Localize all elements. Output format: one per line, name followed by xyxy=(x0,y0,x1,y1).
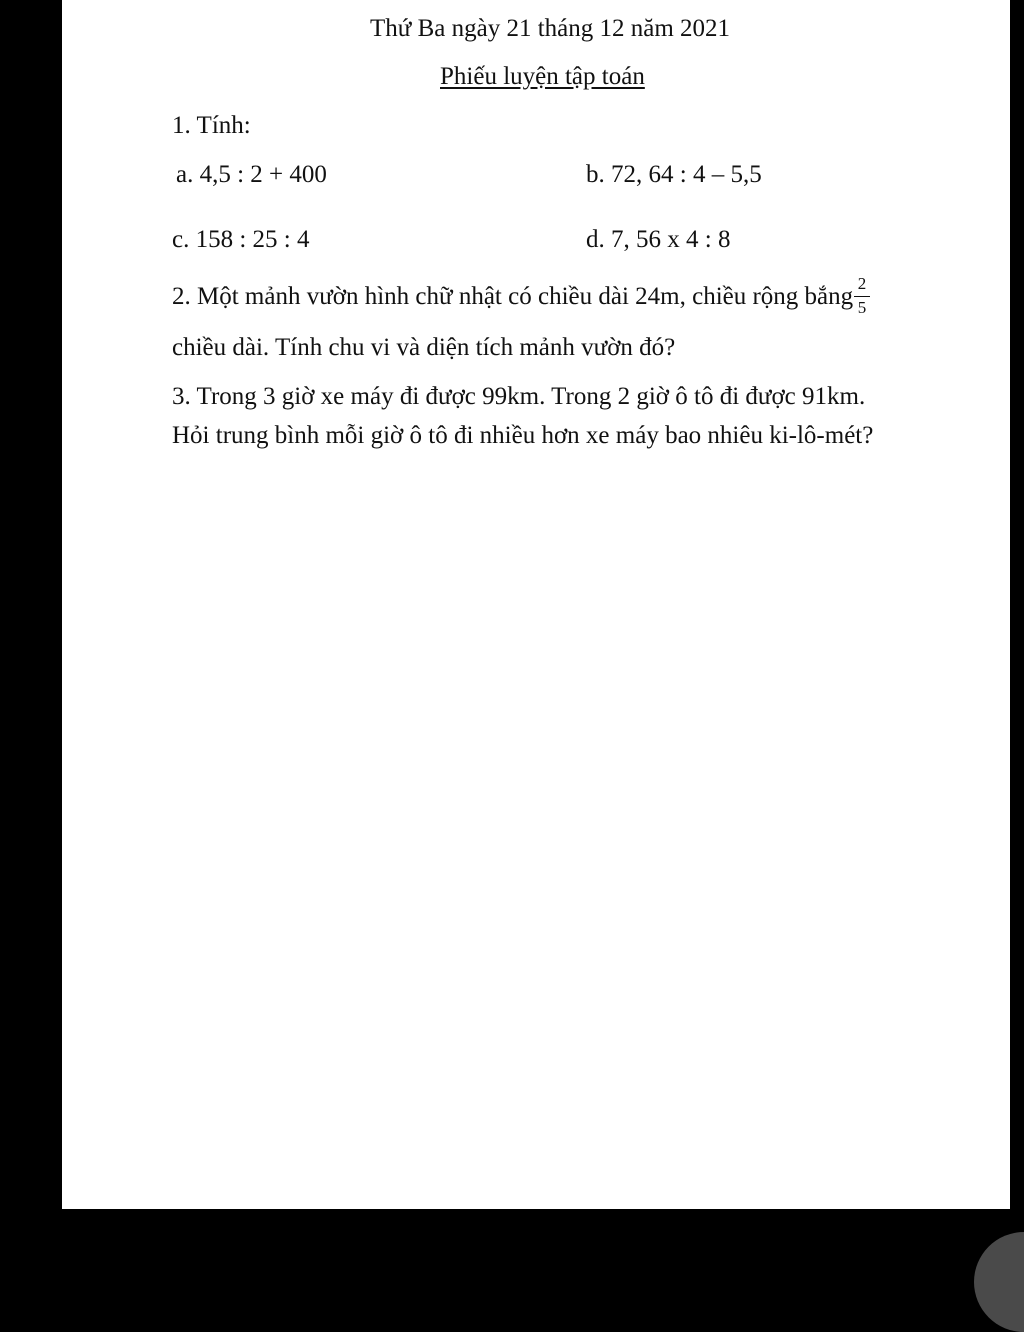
fraction-bar xyxy=(854,296,870,297)
fraction-denominator: 5 xyxy=(857,298,867,317)
question-1-heading: 1. Tính: xyxy=(172,112,251,139)
date-line: Thứ Ba ngày 21 tháng 12 năm 2021 xyxy=(370,15,731,42)
question-3-line-2: Hỏi trung bình mỗi giờ ô tô đi nhiều hơn xe máy bao nhiêu ki-lô-mét? xyxy=(172,422,874,449)
question-1a: a. 4,5 : 2 + 400 xyxy=(176,161,327,188)
question-2-line-1: 2. Một mảnh vườn hình chữ nhật có chiều dài 24m, chiều rộng bắng xyxy=(172,283,854,310)
fraction-numerator: 2 xyxy=(857,274,867,293)
floating-action-button[interactable] xyxy=(974,1232,1024,1332)
worksheet-title: Phiếu luyện tập toán xyxy=(440,63,645,90)
fraction-two-fifths xyxy=(854,274,870,318)
question-3-line-1: 3. Trong 3 giờ xe máy đi được 99km. Trong 2 giờ ô tô đi được 91km. xyxy=(172,383,866,410)
question-1c: c. 158 : 25 : 4 xyxy=(172,226,310,253)
question-1b: b. 72, 64 : 4 – 5,5 xyxy=(586,161,762,188)
document-page xyxy=(62,0,1010,1209)
question-1d: d. 7, 56 x 4 : 8 xyxy=(586,226,731,253)
question-2-line-2: chiều dài. Tính chu vi và diện tích mảnh vườn đó? xyxy=(172,334,676,361)
